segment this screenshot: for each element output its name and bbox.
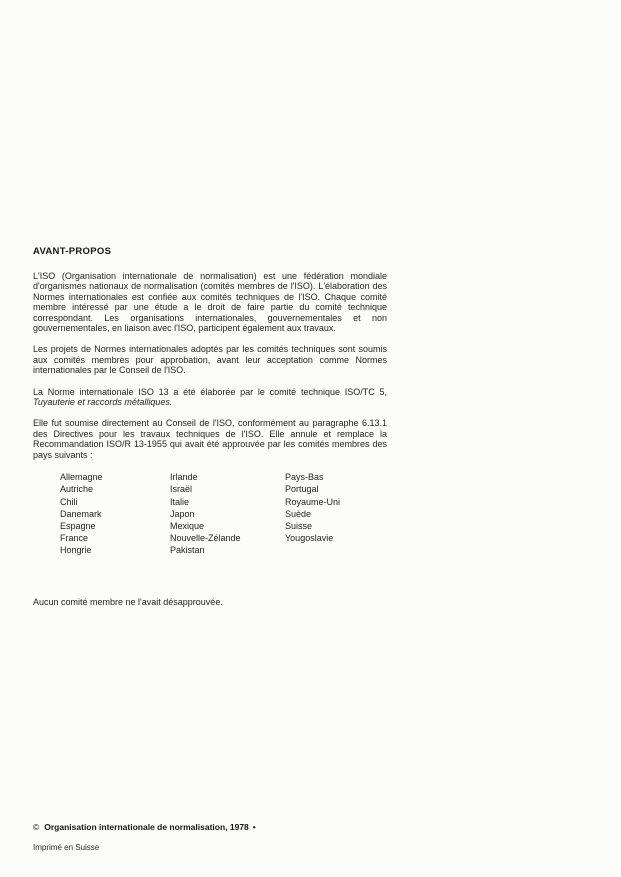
paragraph-draft-process: Les projets de Normes internationales adoptés par les comités techniques sont soumis aux comités membres pour approbation, avant leur acceptation comme Normes internationales par le Conseil de l'ISO.	[33, 344, 387, 376]
country-item: Royaume-Uni	[285, 496, 341, 507]
country-item: Irlande	[170, 472, 198, 483]
country-item: Nouvelle-Zélande	[170, 533, 241, 544]
technical-committee-title: Tuyauterie et raccords métalliques.	[33, 397, 173, 408]
page-title: AVANT-PROPOS	[33, 246, 112, 257]
country-item: Suède	[285, 508, 312, 519]
disapproval-note: Aucun comité membre ne l'avait désapprouvée.	[33, 596, 223, 607]
country-item: Hongrie	[60, 545, 92, 556]
country-item: Autriche	[60, 484, 94, 495]
country-item: France	[60, 533, 89, 544]
country-item: Japon	[170, 508, 195, 519]
countries-column-2	[170, 471, 285, 556]
copyright-line	[33, 822, 256, 832]
foreword-section	[33, 246, 387, 607]
country-item: Israël	[170, 484, 193, 495]
paragraph-iso-intro: L'ISO (Organisation internationale de normalisation) est une fédération mondiale d'organismes nationaux de normalisation (comités membres de l'ISO). L'élaboration des Normes internationales est confiée aux comités techniques de l'ISO. Chaque comité membre intéressé par une étude a le droit de faire partie du comité technique correspondant. Les organisations internationales, gouvernementales et non gouvernementales, en liaison avec l'ISO, participent également aux travaux.	[33, 271, 387, 334]
copyright-symbol: ©	[33, 822, 40, 832]
country-item: Chili	[60, 496, 78, 507]
country-item: Italie	[170, 496, 190, 507]
copyright-text: Organisation internationale de normalisation, 1978	[44, 822, 249, 832]
countries-column-1	[60, 471, 170, 556]
paragraph-standard-origin	[33, 387, 387, 408]
page-footer	[33, 822, 256, 852]
country-item: Espagne	[60, 520, 96, 531]
approving-countries-list	[60, 471, 387, 556]
country-item: Yougoslavie	[285, 533, 334, 544]
country-item: Suisse	[285, 520, 313, 531]
country-item: Pays-Bas	[285, 472, 324, 483]
country-item: Mexique	[170, 520, 205, 531]
printed-in-line: Imprimé en Suisse	[33, 843, 100, 852]
country-item: Allemagne	[60, 472, 103, 483]
country-item: Portugal	[285, 484, 319, 495]
paragraph-standard-origin-text: La Norme internationale ISO 13 a été élaborée par le comité technique ISO/TC 5,	[33, 386, 387, 397]
paragraph-approval: Elle fut soumise directement au Conseil de l'ISO, conformément au paragraphe 6.13.1 des Directives pour les travaux techniques de l'ISO. Elle annule et remplace la Recommandation ISO/R 13-1955 qui avait été approuvée par les comités membres des pays suivants :	[33, 418, 387, 460]
country-item: Danemark	[60, 508, 102, 519]
country-item: Pakistan	[170, 545, 205, 556]
countries-column-3	[285, 471, 340, 556]
footer-bullet: •	[252, 822, 256, 832]
